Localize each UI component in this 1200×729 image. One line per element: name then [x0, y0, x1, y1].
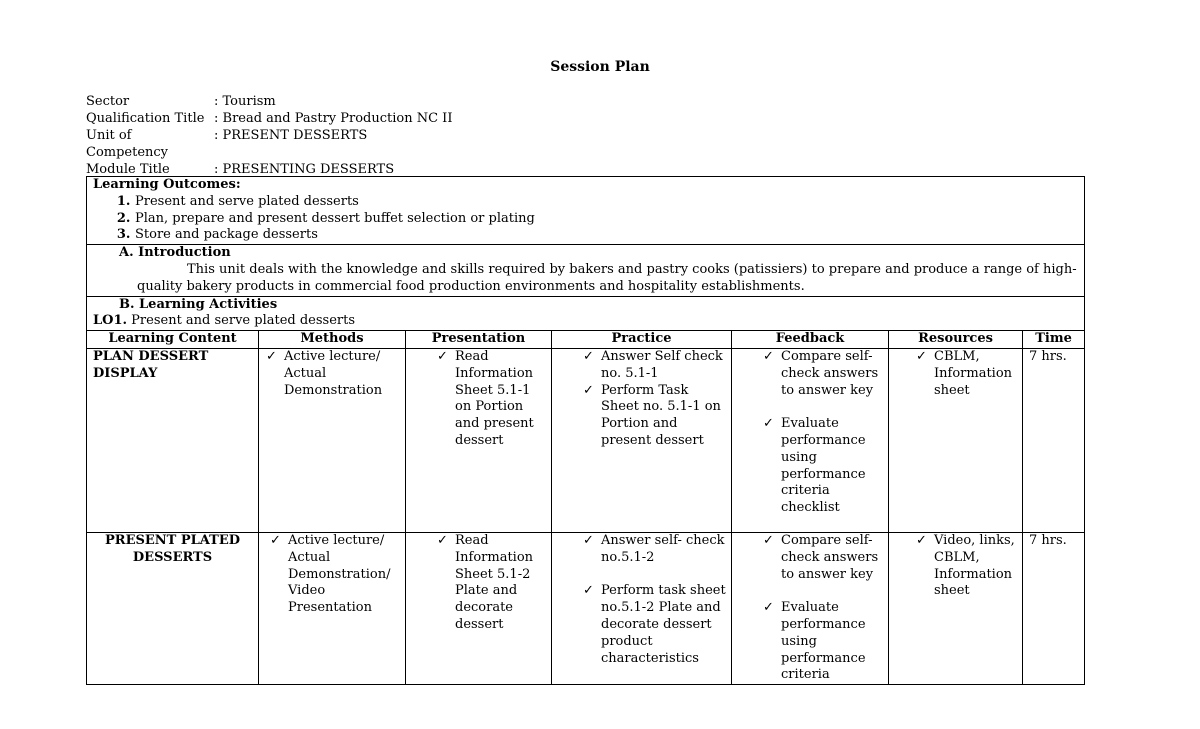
table-row [87, 348, 1085, 532]
column-header-learning-content: Learning Content [87, 331, 259, 349]
list-item [761, 600, 883, 684]
check-list [411, 349, 546, 450]
introduction-cell [87, 245, 1085, 296]
check-list [737, 533, 883, 684]
time-cell: 7 hrs. [1023, 348, 1085, 532]
item-text: Evaluate performance using performance criteria [781, 600, 866, 683]
check-list [264, 533, 400, 617]
item-text: Active lecture/ Actual Demonstration/ Video Presentation [288, 532, 391, 616]
table-row [87, 532, 1085, 684]
resources-cell [889, 348, 1023, 532]
methods-cell [259, 348, 406, 532]
meta-label: Sector [86, 94, 130, 109]
list-item: 3. Store and package desserts [135, 227, 1078, 244]
introduction-heading: A. Introduction [119, 245, 231, 261]
resources-cell [889, 532, 1023, 684]
meta-value: : PRESENT DESSERTS [214, 128, 368, 143]
learning-outcomes-list [93, 194, 1078, 244]
check-list [411, 533, 546, 634]
column-header-methods: Methods [259, 331, 406, 349]
list-item: 1. Present and serve plated desserts [135, 194, 1078, 211]
introduction-text: This unit deals with the knowledge and skills required by bakers and pastry cooks (patissiers) to prepare and produce a range of high-quality bakery products in commercial food production environments and hospitality establishments. [137, 261, 1077, 294]
column-header-resources: Resources [889, 331, 1023, 349]
check-list [894, 533, 1017, 600]
presentation-cell [406, 532, 552, 684]
meta-value: : PRESENTING DESSERTS [214, 162, 395, 177]
meta-row-qualification [86, 110, 452, 127]
item-text: Answer self- check no.5.1-2 [601, 532, 725, 565]
check-list [264, 349, 400, 399]
learning-outcomes-row [87, 177, 1085, 245]
practice-cell [552, 532, 732, 684]
check-list [894, 349, 1017, 399]
check-icon: ✓ [583, 382, 594, 398]
list-item [268, 533, 400, 617]
time-cell: 7 hrs. [1023, 532, 1085, 684]
list-item: 2. Plan, prepare and present dessert buffet selection or plating [135, 211, 1078, 228]
column-header-time: Time [1023, 331, 1085, 349]
item-text: Compare self-check answers to answer key [781, 532, 879, 582]
meta-row-sector [86, 93, 452, 110]
learning-outcomes-cell [87, 177, 1085, 245]
learning-activities-heading: B. Learning Activities [119, 296, 278, 312]
item-text: Video, links, CBLM, Information sheet [934, 532, 1015, 599]
check-list [737, 349, 883, 517]
methods-cell [259, 532, 406, 684]
list-item [914, 349, 1017, 399]
item-text: Evaluate performance using performance criteria checklist [781, 416, 866, 516]
column-header-row [87, 331, 1085, 349]
check-list [557, 533, 726, 667]
list-item [914, 533, 1017, 600]
list-item [264, 349, 400, 399]
check-list [557, 349, 726, 450]
lo1-text: Present and serve plated desserts [127, 313, 356, 329]
session-meta [86, 93, 452, 178]
meta-label: Module Title [86, 162, 170, 177]
page-title: Session Plan [550, 59, 650, 75]
list-item [435, 349, 546, 450]
item-text: Read Information Sheet 5.1-2 Plate and decorate dessert [455, 532, 534, 632]
feedback-cell [732, 532, 889, 684]
column-header-presentation: Presentation [406, 331, 552, 349]
list-item [581, 349, 726, 383]
check-icon: ✓ [583, 583, 594, 599]
item-text: Perform task sheet no.5.1-2 Plate and decorate dessert product characteristics [601, 583, 726, 666]
column-header-practice: Practice [552, 331, 732, 349]
check-icon: ✓ [583, 532, 594, 548]
list-item [581, 383, 726, 450]
list-item [761, 533, 883, 583]
list-item [581, 583, 726, 667]
check-icon: ✓ [270, 532, 281, 548]
practice-cell [552, 348, 732, 532]
lo1-label: LO1. [93, 313, 128, 329]
meta-row-unit [86, 127, 452, 161]
meta-value: : Bread and Pastry Production NC II [214, 111, 453, 126]
check-icon: ✓ [916, 348, 927, 364]
item-text: Perform Task Sheet no. 5.1-1 on Portion and present dessert [601, 382, 721, 448]
learning-outcomes-heading: Learning Outcomes: [93, 177, 241, 192]
item-text: CBLM, Information sheet [934, 348, 1013, 398]
check-icon: ✓ [583, 348, 594, 364]
check-icon: ✓ [916, 532, 927, 548]
check-icon: ✓ [437, 348, 448, 364]
session-plan-table [86, 176, 1085, 685]
feedback-cell [732, 348, 889, 532]
meta-label: Unit of Competency [86, 128, 169, 160]
learning-activities-cell [87, 296, 1085, 331]
list-item [761, 416, 883, 517]
check-icon: ✓ [437, 532, 448, 548]
learning-content-cell: PRESENT PLATED DESSERTS [87, 532, 259, 684]
item-text: Read Information Sheet 5.1-1 on Portion and present dessert [455, 348, 534, 448]
item-text: Answer Self check no. 5.1-1 [601, 348, 723, 381]
introduction-row [87, 245, 1085, 296]
meta-label: Qualification Title [86, 111, 205, 126]
list-item [761, 349, 883, 399]
item-text: Active lecture/ Actual Demonstration [284, 348, 383, 398]
check-icon: ✓ [763, 532, 774, 548]
learning-activities-row [87, 296, 1085, 331]
column-header-feedback: Feedback [732, 331, 889, 349]
check-icon: ✓ [763, 600, 774, 616]
lo1-line [93, 313, 1078, 330]
list-item [581, 533, 726, 567]
check-icon: ✓ [266, 348, 277, 364]
item-text: Compare self-check answers to answer key [781, 348, 879, 398]
meta-value: : Tourism [214, 94, 276, 109]
check-icon: ✓ [763, 416, 774, 432]
list-item [435, 533, 546, 634]
learning-content-cell: PLAN DESSERT DISPLAY [87, 348, 259, 532]
presentation-cell [406, 348, 552, 532]
check-icon: ✓ [763, 348, 774, 364]
